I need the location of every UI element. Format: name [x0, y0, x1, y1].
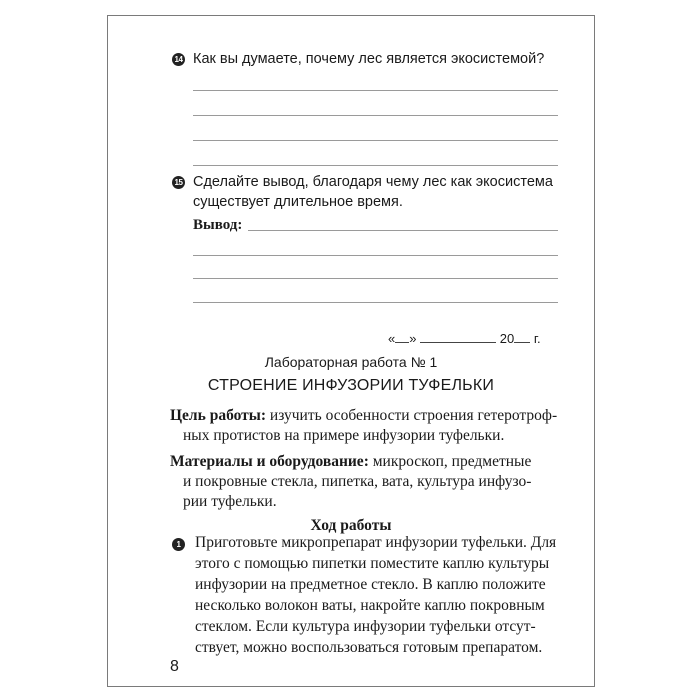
answer-line[interactable] — [193, 165, 558, 166]
step-1-number-badge: 1 — [172, 538, 185, 551]
question-15-text-line-1: Сделайте вывод, благодаря чему лес как экосистема — [193, 174, 553, 190]
month-blank[interactable] — [420, 342, 496, 343]
day-blank[interactable] — [395, 342, 409, 343]
goal-label: Цель работы: — [170, 407, 267, 424]
answer-line[interactable] — [193, 278, 558, 279]
goal-text-1: изучить особенности строения гетеротроф- — [269, 407, 558, 424]
procedure-heading: Ход работы — [310, 517, 392, 534]
close-quote: » — [409, 331, 417, 346]
answer-line[interactable] — [193, 140, 558, 141]
step-1-line-2: этого с помощью пипетки поместите каплю культуры — [195, 555, 550, 572]
conclusion-label: Вывод: — [193, 217, 243, 233]
question-14-text: Как вы думаете, почему лес является экосистемой? — [193, 51, 545, 67]
date-field[interactable] — [388, 331, 541, 346]
question-15-number-badge: 15 — [172, 176, 185, 189]
materials-text-1: микроскоп, предметные — [372, 453, 532, 470]
page-number: 8 — [170, 658, 179, 675]
lab-title: СТРОЕНИЕ ИНФУЗОРИИ ТУФЕЛЬКИ — [207, 377, 495, 394]
step-1-line-6: ствует, можно воспользоваться готовым препаратом. — [195, 639, 543, 656]
goal-text-2: ных протистов на примере инфузории туфельки. — [183, 427, 505, 444]
goal-line-1 — [170, 406, 557, 427]
step-1-line-4: несколько волокон ваты, накройте каплю покровным — [195, 597, 545, 614]
step-1-line-3: инфузории на предметное стекло. В каплю положите — [195, 576, 546, 593]
lab-subtitle: Лабораторная работа № 1 — [264, 354, 438, 370]
materials-text-2: и покровные стекла, пипетка, вата, культура инфузо- — [183, 473, 532, 490]
workbook-page — [107, 15, 595, 687]
materials-line-1 — [170, 452, 531, 473]
step-1-line-5: стеклом. Если культура инфузории туфельки отсут- — [195, 618, 536, 635]
answer-line[interactable] — [193, 302, 558, 303]
year-prefix: 20 — [499, 331, 515, 346]
question-15-text-line-2: существует длительное время. — [193, 194, 403, 210]
year-blank[interactable] — [514, 342, 530, 343]
materials-label: Материалы и оборудование: — [170, 453, 369, 470]
question-14-number-badge: 14 — [172, 53, 185, 66]
answer-line[interactable] — [193, 255, 558, 256]
conclusion-answer-line[interactable] — [248, 230, 558, 231]
materials-text-3: рии туфельки. — [183, 493, 277, 510]
year-suffix: г. — [533, 331, 541, 346]
open-quote: « — [388, 331, 396, 346]
step-1-line-1: Приготовьте микропрепарат инфузории туфельки. Для — [195, 534, 557, 551]
answer-line[interactable] — [193, 90, 558, 91]
answer-line[interactable] — [193, 115, 558, 116]
